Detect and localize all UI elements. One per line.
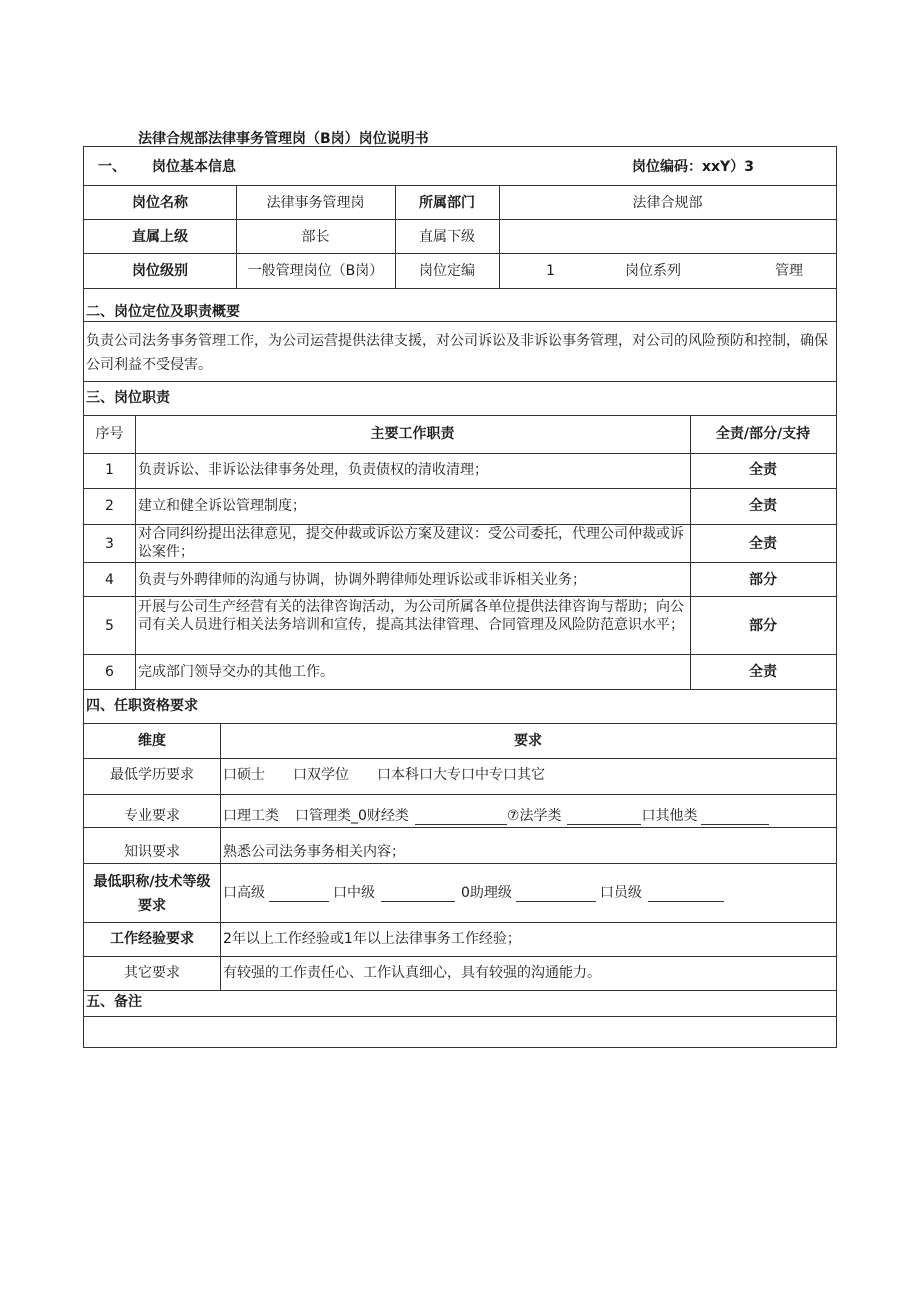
value-department: 法律合规部 [632,195,703,211]
label-department: 所属部门 [419,195,475,211]
option-senior: 口高级 [223,885,265,901]
divider [84,689,836,690]
col-header-duty: 主要工作职责 [370,426,455,442]
divider [84,288,836,289]
divider [84,253,836,254]
label-headcount: 岗位定编 [419,263,475,279]
duty-number: 5 [105,618,114,634]
option-staff: 口员级 [599,885,642,901]
divider [84,453,836,454]
divider [84,1016,836,1017]
divider [84,956,836,957]
divider [84,321,836,322]
duty-responsibility: 全责 [749,536,777,552]
blank-line [516,887,596,902]
position-code: 岗位编码：xxY）3 [632,159,754,175]
label-title-level: 最低职称/技术等级 [93,874,211,890]
duty-text: 负责诉讼、非诉讼法律事务处理，负责债权的清收清理； [138,462,488,478]
duty-text: 负责与外聘律师的沟通与协调，协调外聘律师处理诉讼或非诉相关业务； [138,572,586,588]
job-description-table [83,146,837,1048]
col-header-requirement: 要求 [514,733,542,749]
divider [84,381,836,382]
value-position-level: 一般管理岗位（B岗） [247,263,384,279]
duty-number: 2 [105,498,114,514]
blank-line [269,887,329,902]
blank-line [381,887,455,902]
duty-responsibility: 全责 [749,462,777,478]
divider [84,723,836,724]
value-knowledge: 熟悉公司法务事务相关内容； [223,844,405,860]
divider [84,562,836,563]
label-other-requirements: 其它要求 [124,965,180,981]
option-management-finance: 口管理类_0财经类 [295,808,409,824]
divider [84,922,836,923]
divider [84,488,836,489]
label-position-name: 岗位名称 [132,195,188,211]
divider [84,827,836,828]
divider [135,415,136,689]
section2-heading: 二、岗位定位及职责概要 [86,304,240,320]
value-other-requirements: 有较强的工作责任心、工作认真细心，具有较强的沟通能力。 [223,965,601,981]
col-header-dimension: 维度 [138,733,166,749]
option-assistant: 0助理级 [461,885,512,901]
duty-text: 建立和健全诉讼管理制度； [138,498,306,514]
major-options [223,807,769,825]
title-level-options [223,884,724,902]
duty-number: 1 [105,462,114,478]
divider [84,863,836,864]
label-experience: 工作经验要求 [110,931,194,947]
section1-heading: 岗位基本信息 [152,159,236,175]
duty-responsibility: 部分 [749,618,777,634]
col-header-number: 序号 [95,426,124,442]
blank-line [567,810,641,825]
divider [84,415,836,416]
col-header-responsibility: 全责/部分/支持 [715,426,811,442]
value-education: 口硕士 口双学位 口本科口大专口中专口其它 [223,767,545,783]
divider [84,654,836,655]
label-major: 专业要求 [124,808,180,824]
option-law: ⑦法学类 [506,808,562,824]
value-position-name: 法律事务管理岗 [266,195,365,211]
option-intermediate: 口中级 [333,885,375,901]
section4-heading: 四、任职资格要求 [86,698,198,714]
divider [84,185,836,186]
label-position-series: 岗位系列 [625,263,681,279]
section3-heading: 三、岗位职责 [86,390,170,406]
value-direct-superior: 部长 [301,229,330,245]
value-experience: 2年以上工作经验或1年以上法律事务工作经验； [223,931,521,947]
divider [84,990,836,991]
label-direct-subordinate: 直属下级 [419,229,475,245]
divider [84,794,836,795]
value-headcount: 1 [546,263,555,279]
duty-responsibility: 全责 [749,664,777,680]
divider [84,219,836,220]
duty-number: 4 [105,572,114,588]
duty-responsibility: 全责 [749,498,777,514]
duty-text: 对合同纠纷提出法律意见，提交仲裁或诉讼方案及建议：受公司委托，代理公司仲裁或诉讼案件； [138,526,684,560]
label-title-level-2: 要求 [138,898,166,914]
label-education: 最低学历要求 [110,767,194,783]
section1-number: 一、 [98,159,126,175]
divider [84,596,836,597]
blank-line [415,810,507,825]
duty-number: 3 [105,536,114,552]
duty-text: 开展与公司生产经营有关的法律咨询活动，为公司所属各单位提供法律咨询与帮助；向公司有关人员进行相关法务培训和宣传，提高其法律管理、合同管理及风险防范意识水平； [138,599,684,633]
section5-heading: 五、备注 [86,994,142,1010]
document-title: 法律合规部法律事务管理岗（B岗）岗位说明书 [138,131,429,147]
option-science-engineering: 口理工类 [223,808,279,824]
value-position-series: 管理 [775,263,803,279]
option-other: 口其他类 [641,808,698,824]
blank-line [701,810,769,825]
label-position-level: 岗位级别 [132,263,188,279]
divider [84,758,836,759]
duty-responsibility: 部分 [749,572,777,588]
duty-text: 完成部门领导交办的其他工作。 [138,664,334,680]
blank-line [648,887,724,902]
divider [220,723,221,990]
label-direct-superior: 直属上级 [132,229,188,245]
label-knowledge: 知识要求 [124,844,180,860]
duty-number: 6 [105,664,114,680]
position-summary: 负责公司法务事务管理工作，为公司运营提供法律支援，对公司诉讼及非诉讼事务管理，对公司的风险预防和控制，确保公司利益不受侵害。 [86,333,828,373]
